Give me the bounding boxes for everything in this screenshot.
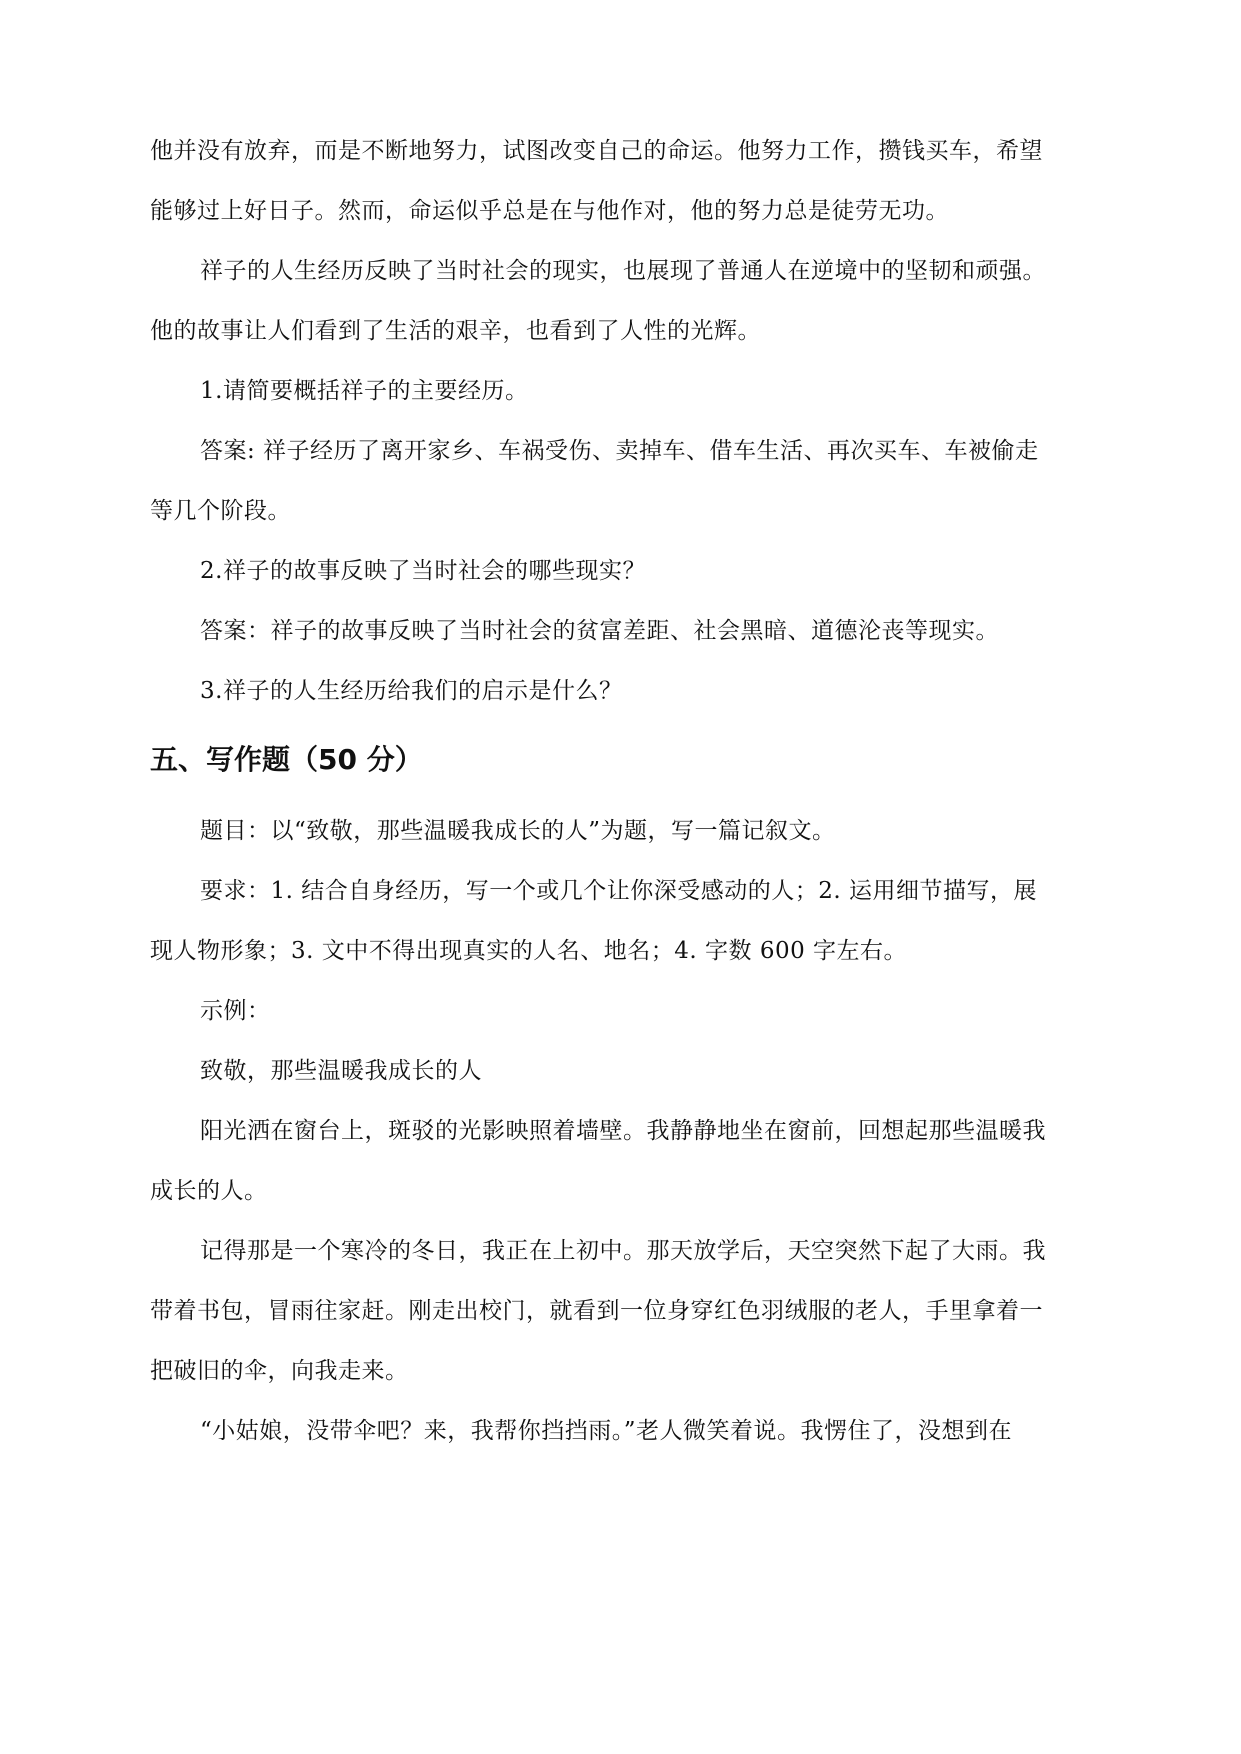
prompt-requirements-cont: 现人物形象；3. 文中不得出现真实的人名、地名；4. 字数 600 字左右。: [150, 938, 908, 964]
answer-1-cont: 等几个阶段。: [150, 498, 291, 524]
paragraph-line: 他的故事让人们看到了生活的艰辛，也看到了人性的光辉。: [150, 318, 761, 344]
essay-title: 致敬，那些温暖我成长的人: [200, 1058, 482, 1084]
essay-line: “小姑娘，没带伞吧？来，我帮你挡挡雨。”老人微笑着说。我愣住了，没想到在: [200, 1418, 1013, 1444]
prompt-title: 题目：以“致敬，那些温暖我成长的人”为题，写一篇记叙文。: [200, 818, 836, 844]
essay-line: 带着书包，冒雨往家赶。刚走出校门，就看到一位身穿红色羽绒服的老人，手里拿着一: [150, 1298, 1043, 1324]
answer-1: 答案: 祥子经历了离开家乡、车祸受伤、卖掉车、借车生活、再次买车、车被偷走: [200, 438, 1039, 464]
answer-2: 答案：祥子的故事反映了当时社会的贫富差距、社会黑暗、道德沦丧等现实。: [200, 618, 999, 644]
essay-line: 阳光洒在窗台上，斑驳的光影映照着墙壁。我静静地坐在窗前，回想起那些温暖我: [200, 1118, 1046, 1144]
section-heading: 五、写作题（50 分）: [150, 743, 423, 776]
prompt-requirements: 要求：1. 结合自身经历，写一个或几个让你深受感动的人；2. 运用细节描写，展: [200, 878, 1038, 904]
essay-line: 把破旧的伞，向我走来。: [150, 1358, 409, 1384]
paragraph-line: 他并没有放弃，而是不断地努力，试图改变自己的命运。他努力工作，攒钱买车，希望: [150, 138, 1043, 164]
question-3: 3.祥子的人生经历给我们的启示是什么？: [200, 678, 623, 704]
paragraph-line: 能够过上好日子。然而，命运似乎总是在与他作对，他的努力总是徒劳无功。: [150, 198, 949, 224]
example-label: 示例：: [200, 998, 271, 1024]
question-2: 2.祥子的故事反映了当时社会的哪些现实？: [200, 558, 646, 584]
essay-line: 成长的人。: [150, 1178, 268, 1204]
essay-line: 记得那是一个寒冷的冬日，我正在上初中。那天放学后，天空突然下起了大雨。我: [200, 1238, 1046, 1264]
question-1: 1.请简要概括祥子的主要经历。: [200, 378, 529, 404]
paragraph-line: 祥子的人生经历反映了当时社会的现实，也展现了普通人在逆境中的坚韧和顽强。: [200, 258, 1046, 284]
